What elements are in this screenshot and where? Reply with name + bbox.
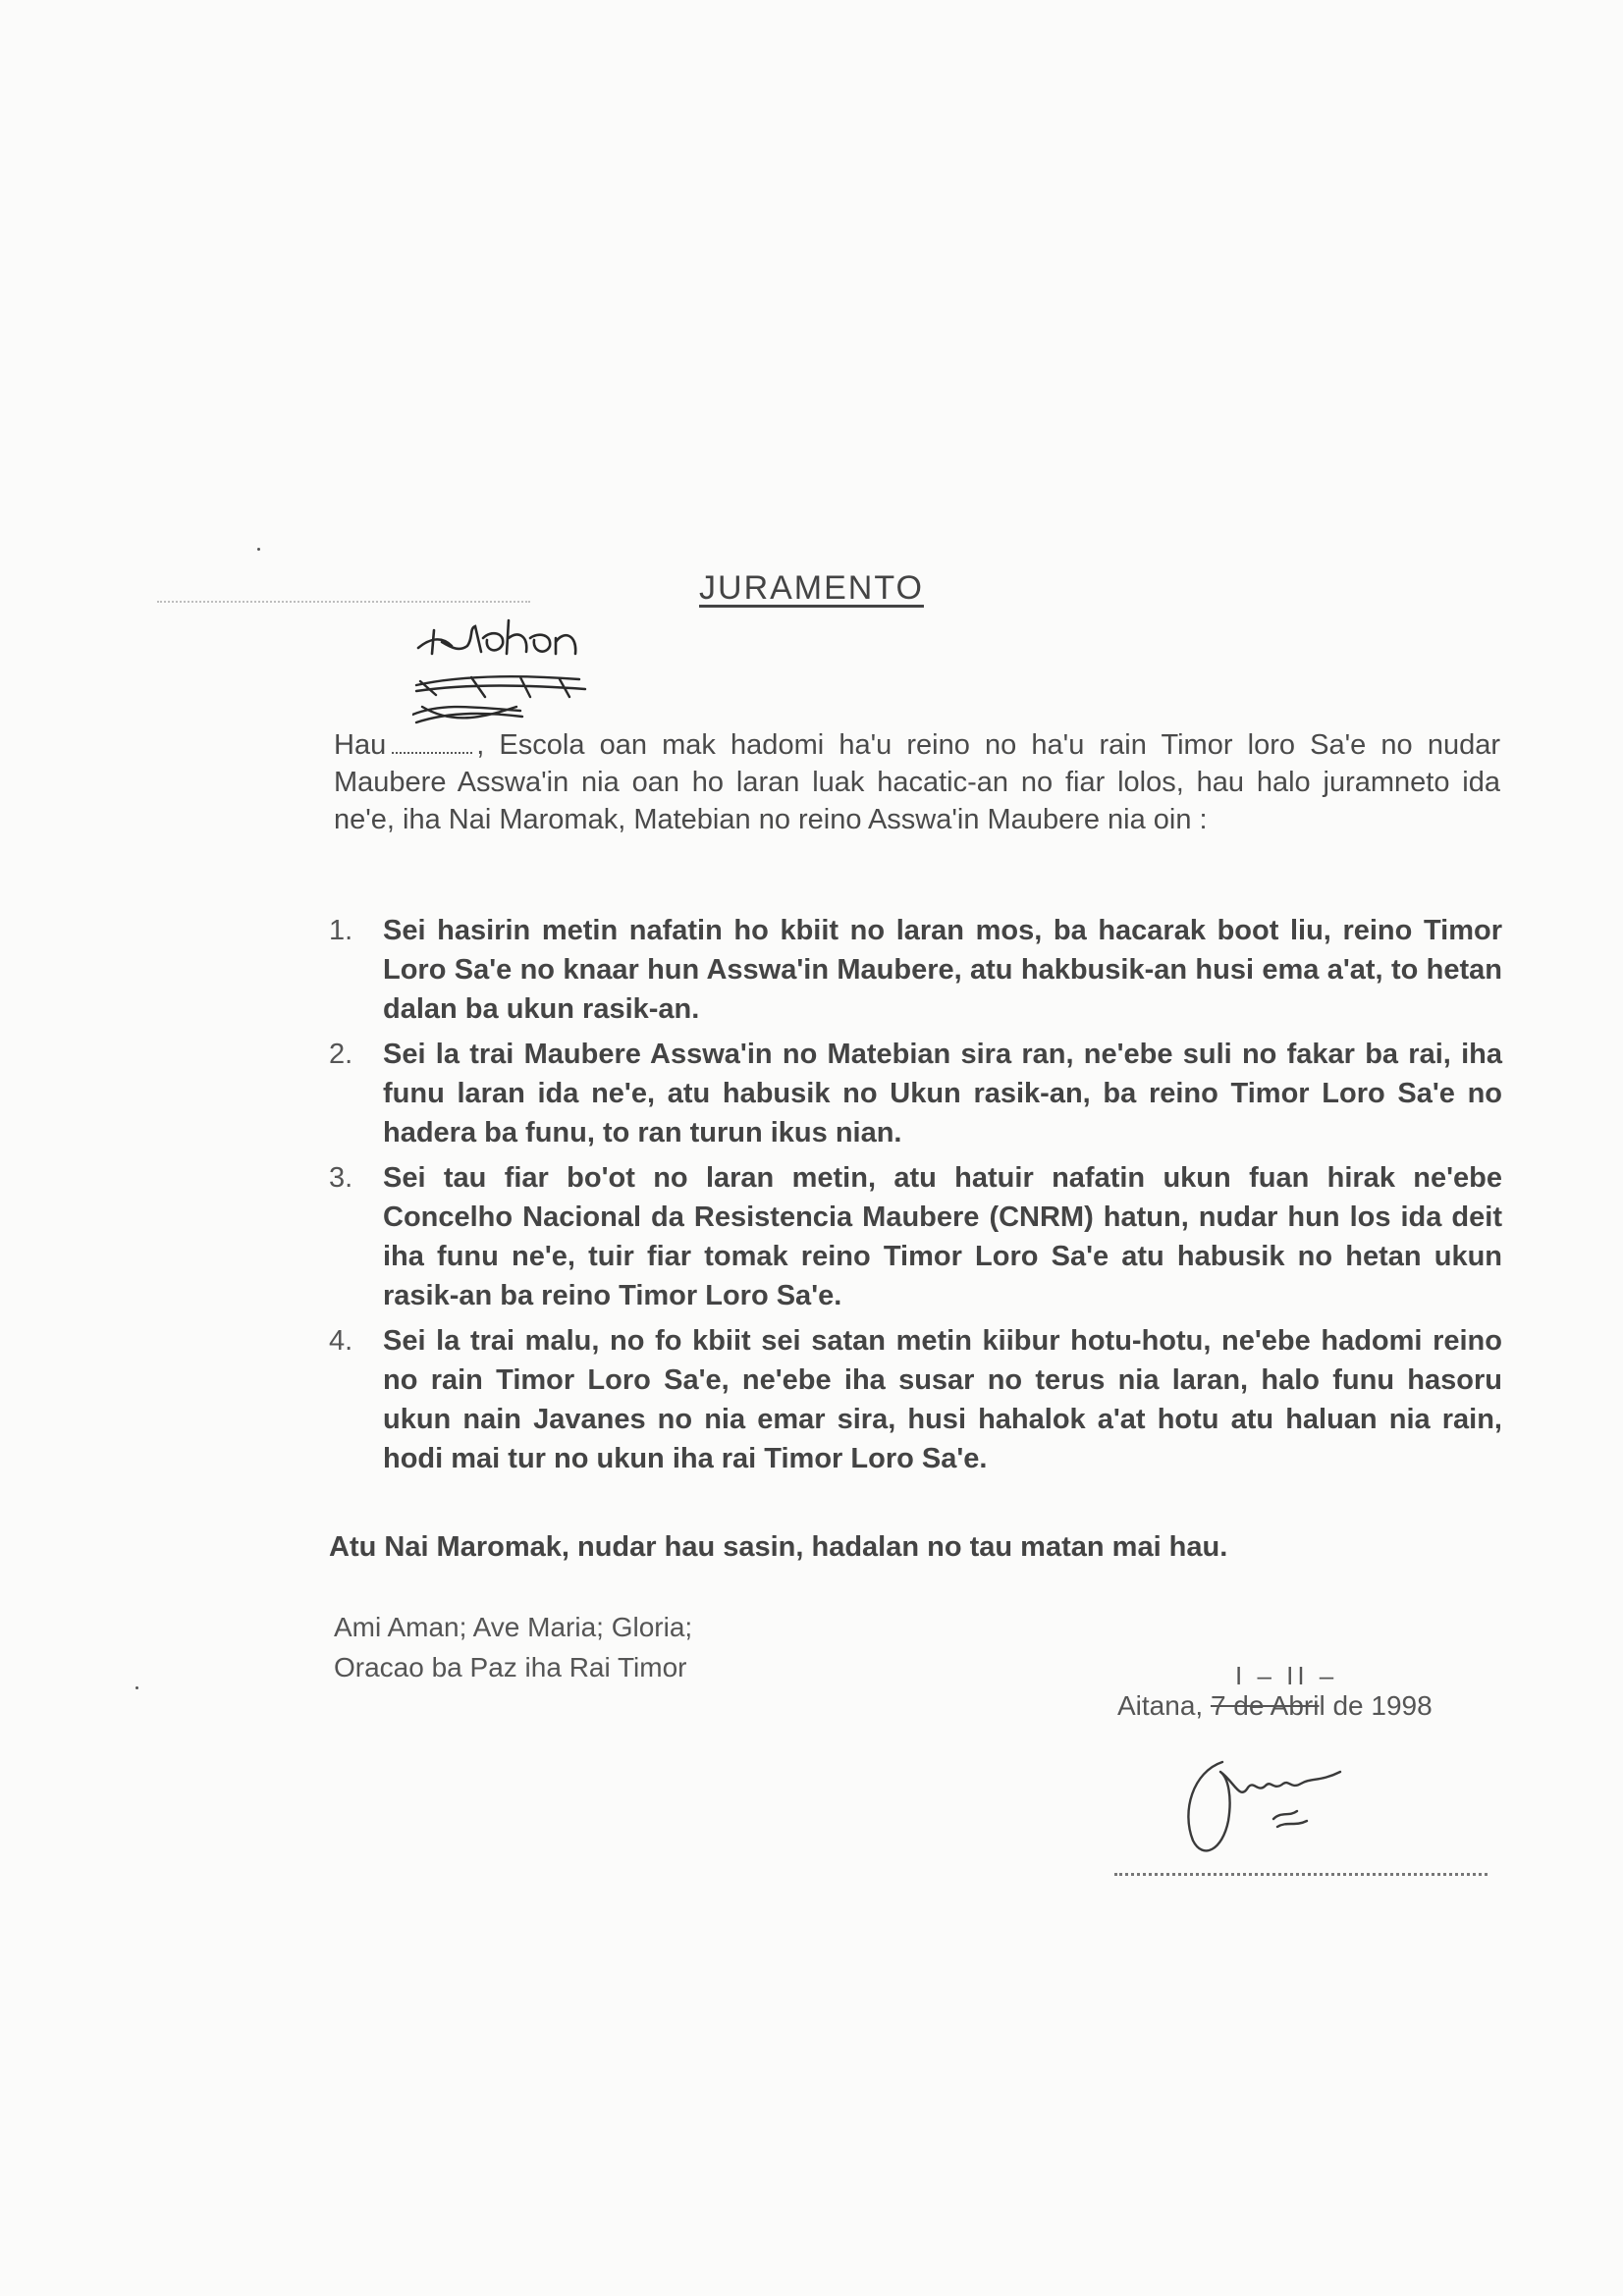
- date-rest: l de 1998: [1319, 1690, 1433, 1721]
- place-date: [1117, 1690, 1433, 1722]
- prayer-line: Ami Aman; Ave Maria; Gloria;: [334, 1612, 693, 1642]
- item-number: 4.: [329, 1325, 353, 1357]
- item-number: 2.: [329, 1039, 353, 1070]
- item-number: 1.: [329, 915, 353, 946]
- item-number: 3.: [329, 1162, 353, 1194]
- date-place: Aitana,: [1117, 1690, 1211, 1721]
- scan-speck: [257, 548, 260, 551]
- prayers-block: [334, 1607, 692, 1687]
- item-text: Sei hasirin metin nafatin ho kbiit no laran mos, ba hacarak boot liu, reino Timor Loro Sa'e no knaar hun Asswa'in Maubere, atu hakbusik-an husi ema a'at, to hetan dalan ba ukun rasik-an.: [383, 915, 1502, 1025]
- item-text: Sei la trai malu, no fo kbiit sei satan metin kiibur hotu-hotu, ne'ebe hadomi reino no rain Timor Loro Sa'e, ne'ebe iha susar no terus nia laran, halo funu hasoru ukun nain Javanes no nia emar sira, husi hahalok a'at hotu atu haluan nia rain, hodi mai tur no ukun iha rai Timor Loro Sa'e.: [383, 1325, 1502, 1474]
- intro-paragraph: [334, 726, 1500, 838]
- list-item: [329, 1035, 1502, 1152]
- scan-speck: [135, 1686, 138, 1689]
- list-item: [329, 1321, 1502, 1478]
- prayer-line: Oracao ba Paz iha Rai Timor: [334, 1652, 687, 1682]
- intro-start: Hau: [334, 729, 387, 761]
- list-item: [329, 911, 1502, 1029]
- signature-line: [1114, 1873, 1488, 1876]
- signature: [1163, 1742, 1380, 1860]
- closing-statement: Atu Nai Maromak, nudar hau sasin, hadalan no tau matan mai hau.: [329, 1531, 1228, 1563]
- oath-list: [329, 911, 1502, 1484]
- item-text: Sei la trai Maubere Asswa'in no Matebian sira ran, ne'ebe suli no fakar ba rai, iha funu laran ida ne'e, atu habusik no Ukun rasik-an, ba reino Timor Loro Sa'e no hadera ba funu, to ran turun ikus nian.: [383, 1039, 1502, 1148]
- handwritten-correction: [412, 609, 628, 736]
- intro-text: , Escola oan mak hadomi ha'u reino no ha'u rain Timor loro Sa'e no nudar Maubere Asswa'in nia oan ho laran luak hacatic-an no fiar lolos, hau halo juramneto ida ne'e, iha Nai Maromak, Matebian no reino Asswa'in Maubere nia oin :: [334, 729, 1500, 835]
- item-text: Sei tau fiar bo'ot no laran metin, atu hatuir nafatin ukun fuan hirak ne'ebe Concelho Nacional da Resistencia Maubere (CNRM) hatun, nudar hun los ida deit iha funu ne'e, tuir fiar tomak reino Timor Loro Sa'e atu habusik no hetan ukun rasik-an ba reino Timor Loro Sa'e.: [383, 1162, 1502, 1311]
- document-title: JURAMENTO: [699, 569, 924, 607]
- date-struck: 7 de Abri: [1210, 1690, 1320, 1721]
- handwritten-date-correction: I – II –: [1235, 1661, 1338, 1690]
- name-blank: [392, 752, 472, 754]
- list-item: [329, 1158, 1502, 1315]
